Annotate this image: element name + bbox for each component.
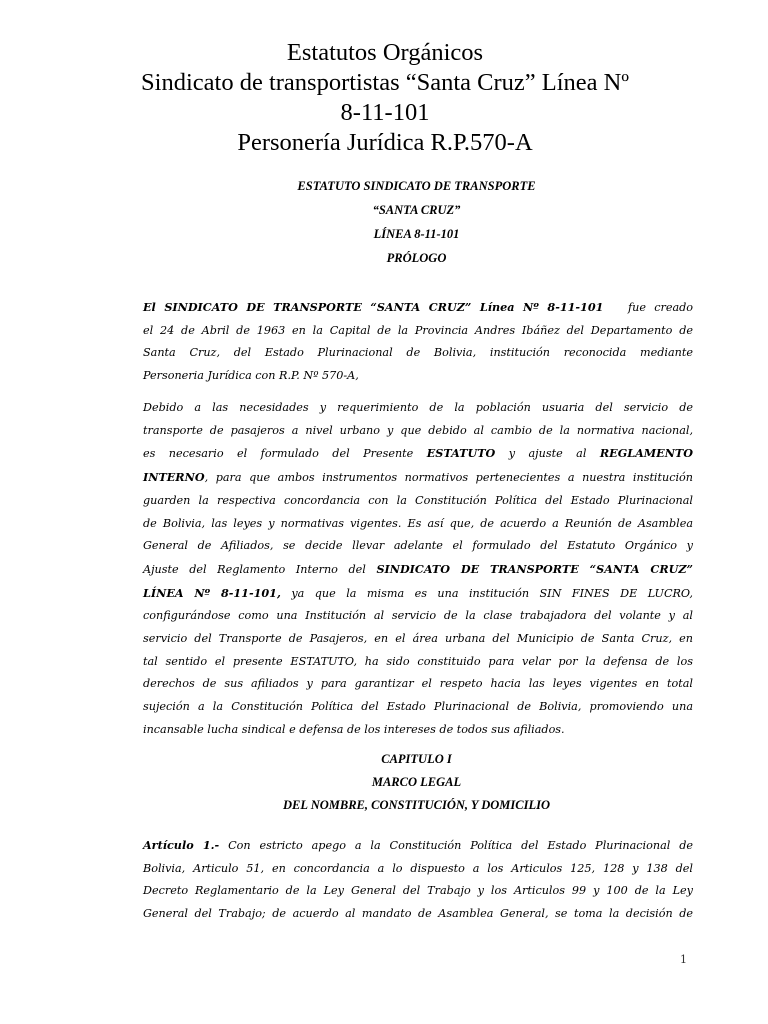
text-line: Debido a las necesidades y requerimiento de la población usuaria del servicio de xyxy=(143,401,693,414)
statute-heading-line-1: ESTATUTO SINDICATO DE TRANSPORTE xyxy=(297,179,536,193)
text-line: guarden la respectiva concordancia con la Constitución Política del Estado Plurinacional xyxy=(143,493,693,507)
document-title xyxy=(80,38,690,158)
text-line: Decreto Reglamentario de la Ley General del Trabajo y los Articulos 99 y 100 de la Ley xyxy=(143,884,693,898)
text-segment: y ajuste al xyxy=(508,447,587,461)
text-line xyxy=(143,558,693,582)
text-segment: ya que la misma es una institución SIN FINES DE LUCRO, xyxy=(291,586,693,600)
bold-text: LÍNEA Nº 8-11-101, xyxy=(143,585,281,600)
text-line: de Bolivia, las leyes y normativas vigentes. Es así que, de acuerdo a Reunión de Asamblea xyxy=(143,516,693,530)
text-line: incansable lucha sindical e defensa de los intereses de todos sus afiliados. xyxy=(143,722,565,736)
chapter-subtitle: DEL NOMBRE, CONSTITUCIÓN, Y DOMICILIO xyxy=(283,798,550,812)
text-line: el 24 de Abril de 1963 en la Capital de la Provincia Andres Ibáñez del Departamento de xyxy=(143,323,693,337)
text-line: derechos de sus afiliados y para garantizar el respeto hacia las leyes vigentes en total xyxy=(143,677,693,691)
bold-text: El SINDICATO DE TRANSPORTE “SANTA CRUZ” Línea Nº 8-11-101 xyxy=(143,300,604,314)
article-label: Artículo 1.- xyxy=(143,838,220,852)
text-line xyxy=(143,834,693,858)
chapter-title: MARCO LEGAL xyxy=(371,775,462,789)
text-segment: fue creado xyxy=(628,301,694,314)
statute-heading xyxy=(140,174,693,270)
chapter-heading xyxy=(140,748,693,817)
title-line-2: Sindicato de transportistas “Santa Cruz” Línea Nº xyxy=(141,69,629,96)
prologue-paragraph-2 xyxy=(143,397,693,742)
text-line: Santa Cruz, del Estado Plurinacional de Bolivia, institución reconocida mediante xyxy=(143,346,693,360)
text-line xyxy=(143,296,693,320)
text-line xyxy=(143,442,693,466)
article-1-paragraph xyxy=(143,834,693,926)
title-line-3: 8-11-101 xyxy=(340,99,430,126)
text-segment: , para que ambos instrumentos normativos pertenecientes a nuestra institución xyxy=(204,471,693,485)
title-line-1: Estatutos Orgánicos xyxy=(286,39,484,66)
text-segment: es necesario el formulado del Presente xyxy=(143,447,414,461)
text-line: General de Afiliados, se decide llevar adelante el formulado del Estatuto Orgánico y xyxy=(143,539,693,553)
text-line: transporte de pasajeros a nivel urbano y que debido al cambio de la normativa nacional, xyxy=(143,423,693,437)
bold-text: ESTATUTO xyxy=(426,446,496,461)
statute-heading-line-2: “SANTA CRUZ” xyxy=(372,203,461,217)
text-line: Bolivia, Articulo 51, en concordancia a lo dispuesto a los Articulos 125, 128 y 138 del xyxy=(143,861,693,875)
text-line: configurándose como una Institución al servicio de la clase trabajadora del volante y al xyxy=(143,609,693,623)
text-segment: Con estricto apego a la Constitución Política del Estado Plurinacional de xyxy=(228,839,693,852)
text-segment: Ajuste del Reglamento Interno del xyxy=(143,562,366,576)
text-line: Personeria Jurídica con R.P. Nº 570-A, xyxy=(143,369,359,383)
page-number: 1 xyxy=(680,953,687,966)
text-line xyxy=(143,582,693,606)
text-line: General del Trabajo; de acuerdo al mandato de Asamblea General, se toma la decisión de xyxy=(143,907,693,921)
chapter-number: CAPITULO I xyxy=(381,752,452,766)
text-line xyxy=(143,466,693,490)
statute-heading-line-3: LÍNEA 8-11-101 xyxy=(373,227,460,241)
prologue-paragraph-1 xyxy=(143,296,693,388)
text-line: tal sentido el presente ESTATUTO, ha sido constituido para velar por la defensa de los xyxy=(143,654,693,668)
text-line: servicio del Transporte de Pasajeros, en el área urbana del Municipio de Santa Cruz, en xyxy=(143,632,693,646)
bold-text: REGLAMENTO xyxy=(599,446,694,461)
bold-text: INTERNO xyxy=(143,470,205,485)
bold-text: SINDICATO DE TRANSPORTE “SANTA CRUZ” xyxy=(376,561,693,576)
text-line: sujeción a la Constitución Política del Estado Plurinacional de Bolivia, promoviendo una xyxy=(143,700,693,714)
title-line-4: Personería Jurídica R.P.570-A xyxy=(237,129,533,156)
prologue-heading: PRÓLOGO xyxy=(386,251,447,265)
